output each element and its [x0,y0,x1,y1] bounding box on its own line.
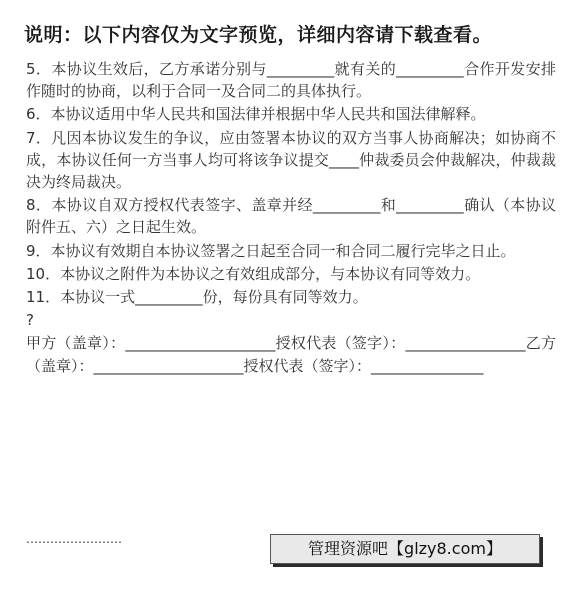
clause-11: 11．本协议一式_________份，每份具有同等效力。 [26,288,368,307]
placeholder-mark: ? [26,311,34,330]
ellipsis-dots: …………………… [26,532,122,546]
clause-9: 9．本协议有效期自本协议签署之日起至合同一和合同二履行完毕之日止。 [26,241,516,260]
site-watermark-badge[interactable]: 管理资源吧【glzy8.com】 [270,534,540,564]
clause-10: 10．本协议之附件为本协议之有效组成部分，与本协议有同等效力。 [26,264,481,283]
clause-8: 8．本协议自双方授权代表签字、盖章并经_________和_________确认（本协议附件五、六）之日起生效。 [26,196,556,237]
agreement-clauses [26,58,556,378]
preview-notice: 说明：以下内容仅为文字预览，详细内容请下载查看。 [24,24,493,46]
signature-block: 甲方（盖章）：____________________授权代表（签字）：________________乙方（盖章）：____________________授权代表（签字）：_______________ [26,334,556,375]
clause-6: 6．本协议适用中华人民共和国法律并根据中华人民共和国法律解释。 [26,105,486,124]
clause-7: 7．凡因本协议发生的争议，应由签署本协议的双方当事人协商解决；如协商不成，本协议任何一方当事人均可将该争议提交____仲裁委员会仲裁解决，仲裁裁决为终局裁决。 [26,128,556,192]
clause-5: 5．本协议生效后，乙方承诺分别与_________就有关的_________合作开发安排作随时的协商，以利于合同一及合同二的具体执行。 [26,60,556,101]
